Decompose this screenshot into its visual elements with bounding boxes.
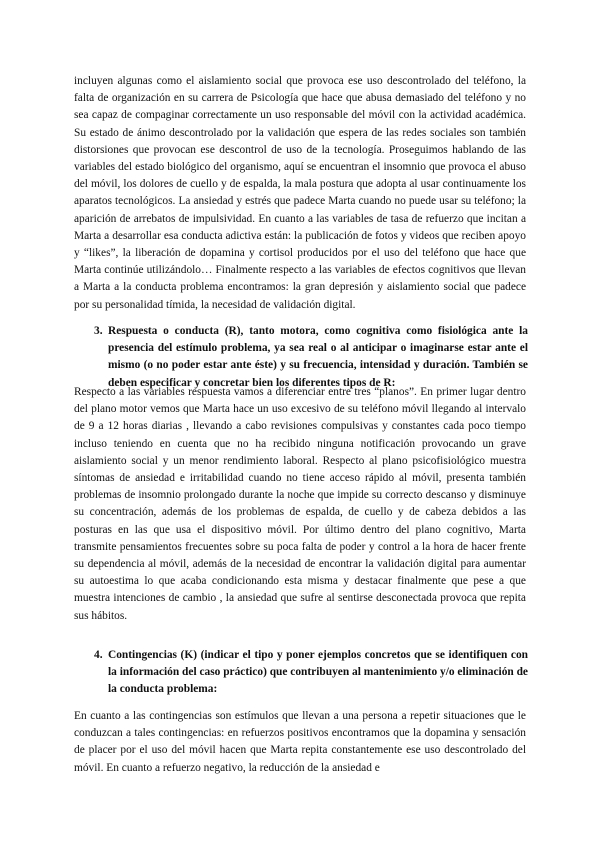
paragraph-contingencias: En cuanto a las contingencias son estímulos que llevan a una persona a repetir situaciones que le conduzcan a tales contingencias: en refuerzos positivos encontramos que la dopamina y sensación de placer por el uso del móvil hacen que Marta repita constantemente ese uso descontrolado del móvil. En cuanto a refuerzo negativo, la reducción de la ansiedad e bbox=[74, 710, 526, 774]
heading-4-text: Contingencias (K) (indicar el tipo y poner ejemplos concretos que se identifiquen con la información del caso práctico) que contribuyen al mantenimiento y/o eliminación de la conducta problema: bbox=[108, 649, 528, 696]
paragraph-variables-organismo: incluyen algunas como el aislamiento social que provoca ese uso descontrolado del teléfono, la falta de organización en su carrera de Psicología que hace que abusa demasiado del teléfono y no sea capaz de compaginar correctamente un uso responsable del móvil con la actividad académica. Su estado de ánimo descontrolado por la validación que espera de las redes sociales son también distorsiones que provocan ese descontrol de uso de la tecnología. Proseguimos hablando de las variables del estado biológico del organismo, aquí se encuentran el insomnio que provoca el abuso del móvil, los dolores de cuello y de espalda, la mala postura que adopta al usar continuamente los aparatos tecnológicos. La ansiedad y estrés que padece Marta cuando no puede usar su teléfono; la aparición de arrebatos de impulsividad. En cuanto a las variables de tasa de refuerzo que incitan a Marta a desarrollar esa conducta adictiva están: la publicación de fotos y videos que reciben apoyo y “likes”, la liberación de dopamina y cortisol producidos por el uso del teléfono que hace que Marta continúe utilizándolo… Finalmente respecto a las variables de efectos cognitivos que llevan a Marta a la conducta problema encontramos: la gran depresión y aislamiento social que padece por su personalidad tímida, la necesidad de validación digital. bbox=[74, 75, 526, 311]
heading-3-number: 3. bbox=[94, 325, 103, 337]
section-heading-4 bbox=[94, 647, 528, 699]
heading-3-text: Respuesta o conducta (R), tanto motora, como cognitiva como fisiológica ante la presencia del estímulo problema, ya sea real o al anticipar o imaginarse estar ante el mismo (o no poder estar ante éste) y su frecuencia, intensidad y duración. También se deben especificar y concretar bien los diferentes tipos de R: bbox=[108, 325, 528, 389]
paragraph-variables-respuesta: Respecto a las variables respuesta vamos a diferenciar entre tres “planos”. En primer lugar dentro del plano motor vemos que Marta hace un uso excesivo de su teléfono móvil llegando al intervalo de 9 a 12 horas diarias , llevando a cabo revisiones compulsivas y constantes cada poco tiempo incluso teniendo en cuenta que no ha recibido ninguna notificación provocando un grave aislamiento social y un menor rendimiento laboral. Respecto al plano psicofisiológico muestra síntomas de ansiedad e irritabilidad cuando no tiene acceso rápido al móvil, presenta también problemas de insomnio prolongado durante la noche que impide su correcto descanso y disminuye su concentración, además de los problemas de espalda, de cuello y de cabeza debidos a las posturas en las que usa el dispositivo móvil. Por último dentro del plano cognitivo, Marta transmite pensamientos frecuentes sobre su poca falta de poder y control a la hora de hacer frente su dependencia al móvil, además de la necesidad de encontrar la validación digital para aumentar su autoestima lo que acaba condicionando esta misma y destacar finalmente que pese a que muestra intenciones de cambio , la ansiedad que sufre al sentirse desconectada provoca que repita sus hábitos. bbox=[74, 386, 526, 622]
section-heading-3 bbox=[94, 323, 528, 392]
heading-4-number: 4. bbox=[94, 649, 103, 661]
